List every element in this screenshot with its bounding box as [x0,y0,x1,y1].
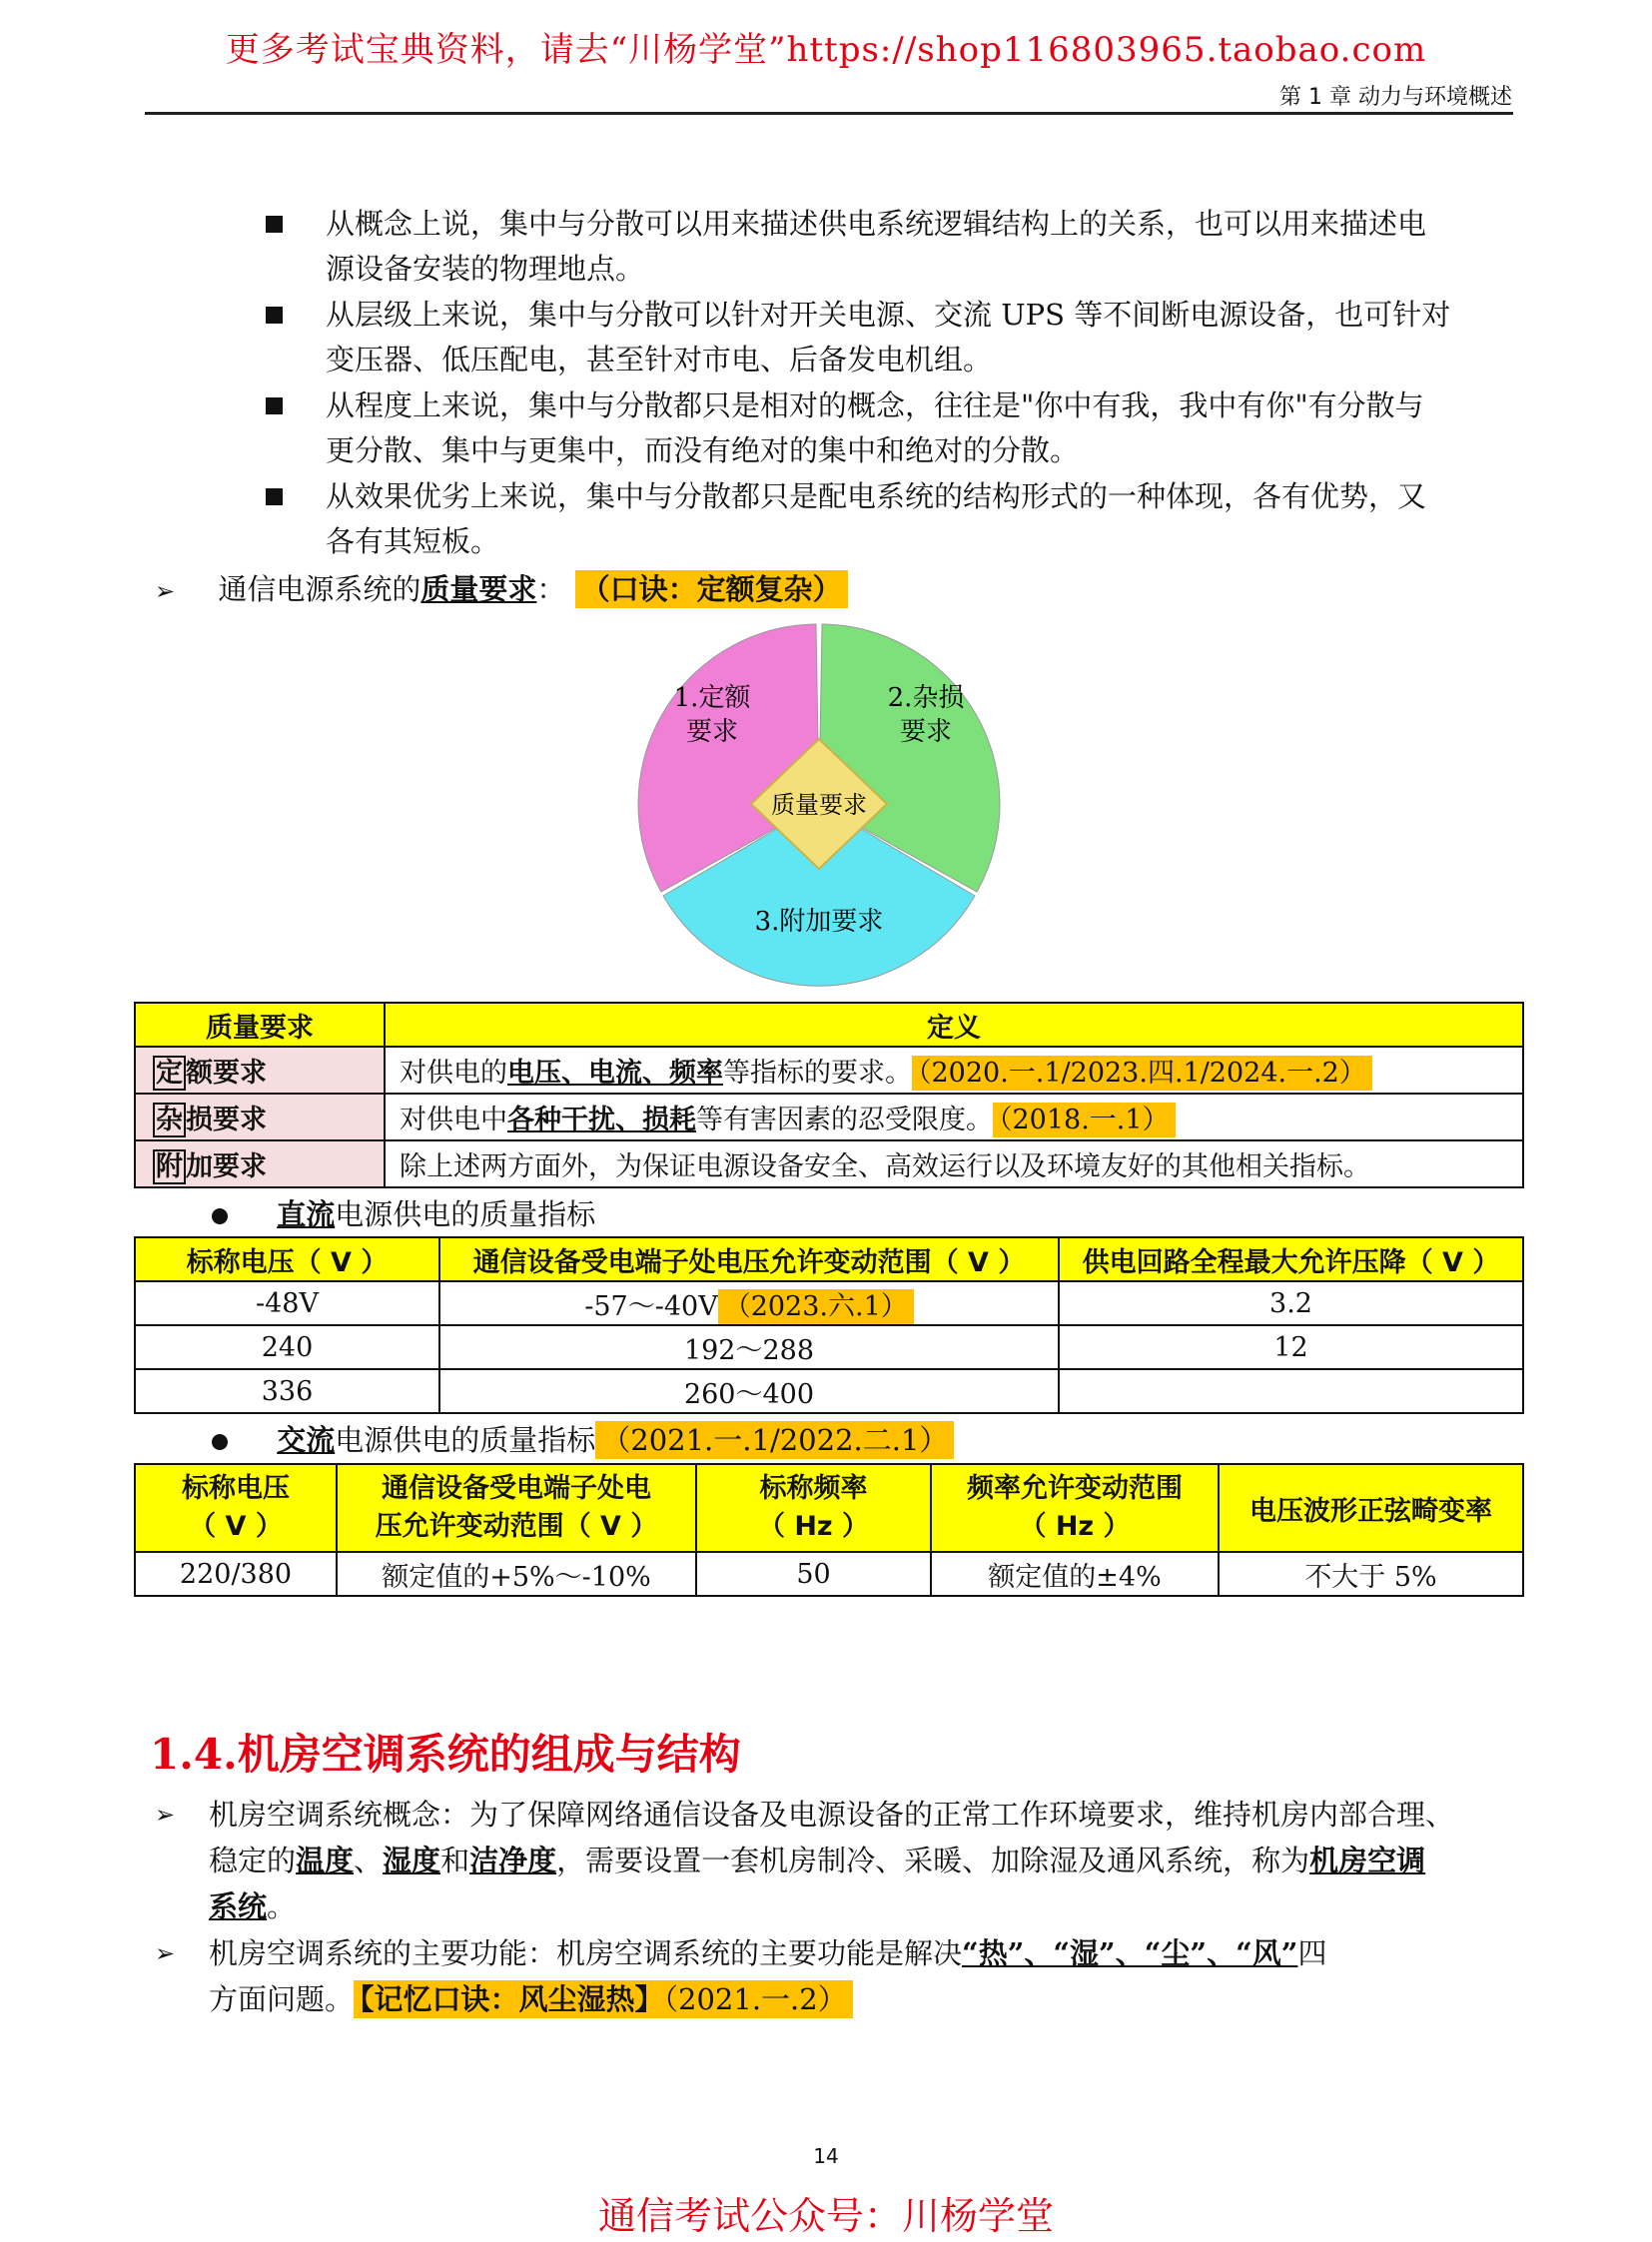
section-title: 1.4.机房空调系统的组成与结构 [150,1730,741,1779]
exam-tag: （2020.一.1/2023.四.1/2024.一.2） [912,1056,1372,1091]
list-item-line: 从效果优劣上来说，集中与分散都只是配电系统的结构形式的一种体现，各有优势，又 [326,479,1427,513]
segment-label: 1.定额 [673,683,751,713]
table-row: -48V -57～-40V （2023.六.1） 3.2 [135,1281,1523,1325]
chapter-title: 第 1 章 动力与环境概述 [1279,85,1512,110]
table-header: 标称频率 （ Hz ） [696,1464,931,1552]
list-item [270,293,1498,382]
ac-system-function: ➢ 机房空调系统的主要功能：机房空调系统的主要功能是解决“热”、“湿”、“尘”、“风”四 方面问题。 【记忆口诀：风尘湿热】（2021.一.2） [155,1930,1513,2022]
promo-banner: 更多考试宝典资料，请去“川杨学堂”https://shop116803965.taobao.com [225,30,1427,70]
header-divider [145,112,1513,115]
table-header: 电压波形正弦畸变率 [1219,1464,1523,1552]
table-row: 定 额要求 对供电的电压、电流、频率等指标的要求。 （2020.一.1/2023.四.1/2024.一.2） [135,1047,1523,1094]
dc-quality-table [134,1236,1524,1414]
table-header: 通信设备受电端子处电压允许变动范围（ V ） [439,1237,1059,1281]
table-header: 供电回路全程最大允许压降（ V ） [1059,1237,1523,1281]
table-row: 220/380 额定值的+5%～-10% 50 额定值的±4% 不大于 5% [135,1552,1523,1596]
dc-heading: 直流电源供电的质量指标 [212,1191,595,1237]
arrow-bullet-icon: ➢ [155,1939,176,1967]
segment-label: 要求 [899,717,953,747]
list-item [270,202,1498,292]
segment-label: 3.附加要求 [754,907,884,937]
table-row: 240 192～288 12 [135,1325,1523,1369]
table-header: 频率允许变动范围 （ Hz ） [931,1464,1219,1552]
table-header: 标称电压（ V ） [135,1237,439,1281]
key-term: 质量要求 [420,572,537,606]
segment-label: 2.杂损 [887,683,965,713]
list-item-line: 变压器、低压配电，甚至针对市电、后备发电机组。 [326,343,993,376]
square-bullet-icon [266,307,283,324]
arrow-bullet-icon: ➢ [155,577,176,605]
footer-promo: 通信考试公众号：川杨学堂 [597,2194,1054,2238]
mnemonic-tag: （口诀：定额复杂） [575,570,848,608]
list-item-line: 从层级上来说，集中与分散可以针对开关电源、交流 UPS 等不间断电源设备，也可针对 [326,298,1451,332]
segment-label: 要求 [685,717,739,747]
ac-heading: 交流电源供电的质量指标 （2021.一.1/2022.二.1） [212,1417,954,1463]
list-item [270,474,1498,564]
list-item-line: 更分散、集中与更集中，而没有绝对的集中和绝对的分散。 [326,433,1080,467]
list-item-line: 各有其短板。 [326,524,500,558]
quality-heading: ➢ 通信电源系统的质量要求： （口诀：定额复杂） [155,566,848,614]
quality-requirements-diagram [619,619,1019,999]
list-item-line: 从概念上说，集中与分散可以用来描述供电系统逻辑结构上的关系，也可以用来描述电 [326,207,1427,241]
table-header: 通信设备受电端子处电 压允许变动范围（ V ） [337,1464,696,1552]
list-item-line: 从程度上来说，集中与分散都只是相对的概念，往往是"你中有我，我中有你"有分散与 [326,388,1424,422]
definition-table [134,1002,1524,1188]
table-header: 标称电压 （ V ） [135,1464,337,1552]
table-header: 定义 [385,1003,1523,1047]
ac-quality-table [134,1463,1524,1597]
square-bullet-icon [266,397,283,414]
table-row: 336 260～400 [135,1369,1523,1413]
table-row: 杂 损要求 对供电中各种干扰、损耗等有害因素的忍受限度。 （2018.一.1） [135,1094,1523,1140]
square-bullet-icon [266,216,283,233]
list-item [270,383,1498,473]
exam-tag: （2021.一.1/2022.二.1） [595,1421,954,1459]
center-label: 质量要求 [771,791,867,819]
table-row: 附 加要求 除上述两方面外，为保证电源设备安全、高效运行以及环境友好的其他相关指标。 [135,1140,1523,1187]
table-header: 质量要求 [135,1003,385,1047]
arrow-bullet-icon: ➢ [155,1801,176,1829]
square-bullet-icon [266,488,283,505]
list-item-line: 源设备安装的物理地点。 [326,252,645,286]
exam-tag: （2018.一.1） [993,1103,1176,1137]
round-bullet-icon [212,1208,228,1224]
ac-system-concept: ➢ 机房空调系统概念：为了保障网络通信设备及电源设备的正常工作环境要求，维持机房内部合理、 稳定的温度、湿度和洁净度，需要设置一套机房制冷、采暖、加除湿及通风系统，称为机房空调 系统。 [155,1792,1513,1929]
page-number: 14 [813,2144,839,2168]
exam-tag: （2023.六.1） [718,1289,914,1324]
mnemonic-tag: 【记忆口诀：风尘湿热】（2021.一.2） [354,1980,853,2018]
round-bullet-icon [212,1434,228,1450]
